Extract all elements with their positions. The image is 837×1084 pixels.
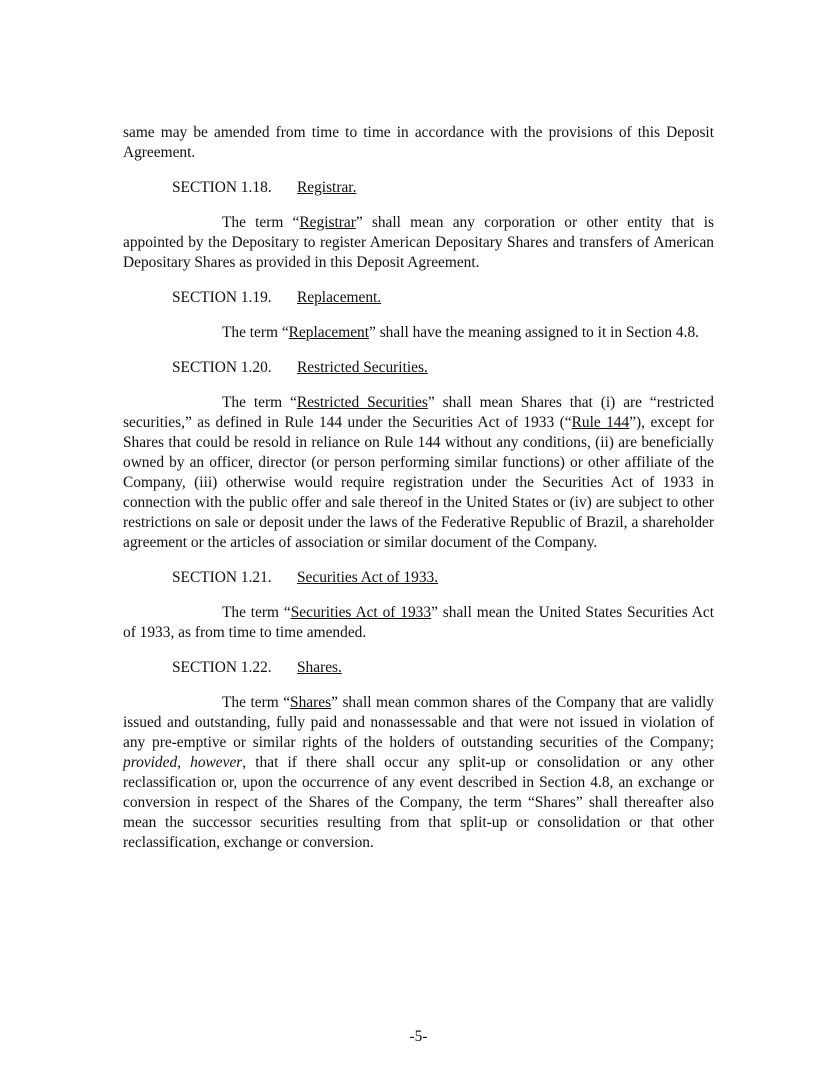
defined-term: Restricted Securities	[296, 394, 428, 411]
section-number: SECTION 1.18.	[172, 179, 272, 196]
defined-term: Registrar	[299, 214, 356, 231]
document-body	[123, 123, 714, 853]
text-fragment: , that if there shall occur any split-up or consolidation or any other reclassification or, upon the occurrence of any event described in Section 4.8, an exchange or conversion in respect of the Shares of the Company, the term “Shares” shall thereafter also mean the successor securities resulting from that split-up or consolidation or that other reclassification, exchange or conversion.	[123, 754, 714, 851]
text-fragment: The term “	[222, 324, 289, 341]
text-fragment: The term “	[222, 214, 300, 231]
section-number: SECTION 1.21.	[172, 569, 272, 586]
section-heading-1-21	[172, 568, 714, 588]
section-number: SECTION 1.19.	[172, 289, 272, 306]
continuation-paragraph: same may be amended from time to time in accordance with the provisions of this Deposit Agreement.	[123, 124, 714, 161]
definition-replacement	[123, 323, 714, 343]
section-title: Registrar.	[297, 179, 357, 196]
italic-phrase: provided, however	[123, 754, 243, 771]
defined-term: Securities Act of 1933	[290, 604, 432, 621]
defined-term: Replacement	[288, 324, 370, 341]
text-fragment: ” shall have the meaning assigned to it in Section 4.8.	[369, 324, 699, 341]
page-number: -5-	[409, 1028, 428, 1045]
section-title: Securities Act of 1933.	[297, 569, 439, 586]
text-fragment: ” shall mean Shares that (i) are “restricted securities,” as defined in Rule 144 under the Securities Act of 1933 (“	[123, 394, 714, 431]
text-fragment: ” shall mean any corporation or other entity that is appointed by the Depositary to register American Depositary Shares and transfers of American Depositary Shares as provided in this Deposit Agreement.	[123, 214, 714, 271]
text-fragment: The term “	[222, 604, 291, 621]
text-fragment: ”), except for Shares that could be resold in reliance on Rule 144 without any conditions, (ii) are beneficially owned by an officer, director (or person performing similar functions) or other affiliate of the Company, (iii) otherwise would require registration under the Securities Act of 1933 in connection with the public offer and sale thereof in the United States or (iv) are subject to other restrictions on sale or deposit under the laws of the Federative Republic of Brazil, a shareholder agreement or the articles of association or similar document of the Company.	[123, 414, 714, 551]
section-heading-1-20	[172, 358, 714, 378]
section-number: SECTION 1.22.	[172, 659, 272, 676]
text-fragment: ” shall mean common shares of the Company that are validly issued and outstanding, fully paid and nonassessable and that were not issued in violation of any pre-emptive or similar rights of the holders of outstanding securities of the Company;	[123, 694, 714, 751]
section-title: Shares.	[297, 659, 342, 676]
section-title: Replacement.	[297, 289, 382, 306]
section-heading-1-19	[172, 288, 714, 308]
text-fragment: ” shall mean the United States Securities Act of 1933, as from time to time amended.	[123, 604, 714, 641]
text-fragment: The term “	[222, 394, 297, 411]
section-title: Restricted Securities.	[297, 359, 428, 376]
definition-registrar	[123, 213, 714, 273]
text-fragment: The term “	[222, 694, 291, 711]
definition-restricted-securities	[123, 393, 714, 553]
section-heading-1-22	[172, 658, 714, 678]
defined-term: Shares	[290, 694, 332, 711]
section-heading-1-18	[172, 178, 714, 198]
definition-securities-act	[123, 603, 714, 643]
definition-shares	[123, 693, 714, 853]
defined-term: Rule 144	[571, 414, 630, 431]
section-number: SECTION 1.20.	[172, 359, 272, 376]
